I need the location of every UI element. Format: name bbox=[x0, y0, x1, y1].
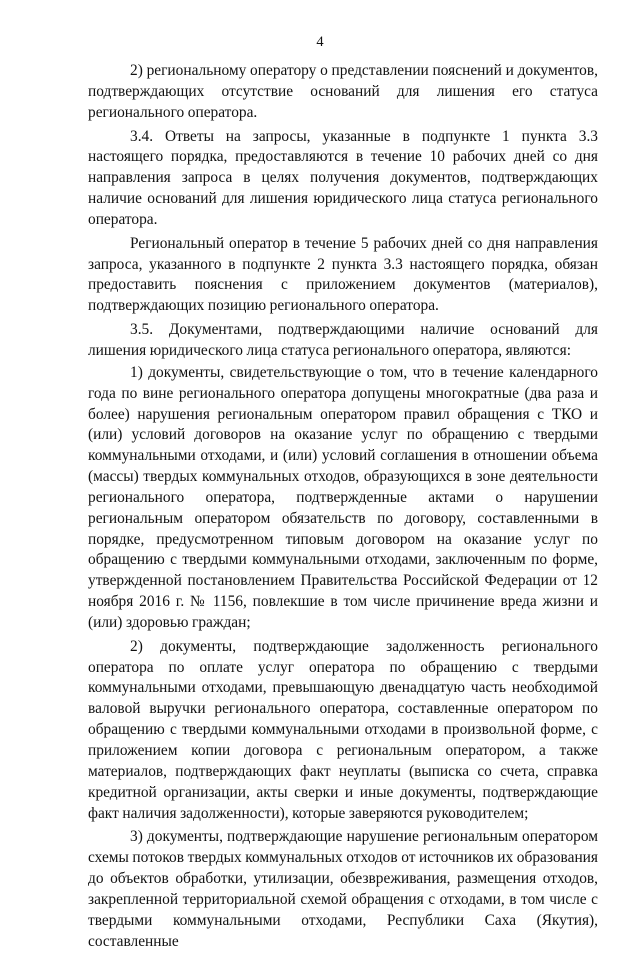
paragraph-item-1: 1) документы, свидетельствующие о том, что в течение календарного года по вине регионального оператора допущены многократные (два раза и более) нарушения региональным оператором правил обращения с ТКО и (или) условий договоров на оказание услуг по обращению с твердыми коммунальными отходами, и (или) условий соглашения в отношении объема (массы) твердых коммунальных отходов, образующихся в зоне деятельности регионального оператора, подтвержденные актами о нарушении региональным оператором обязательств по договору, составленными в порядке, предусмотренном типовым договором на оказание услуг по обращению с твердыми коммунальными отходами, заключенным по форме, утвержденной постановлением Правительства Российской Федерации от 12 ноября 2016 г. № 1156, повлекшие в том числе причинение вреда жизни и (или) здоровью граждан; bbox=[88, 363, 598, 631]
paragraph-3-4: 3.4. Ответы на запросы, указанные в подпункте 1 пункта 3.3 настоящего порядка, предоставляются в течение 10 рабочих дней со дня направления запроса в целях получения документов, подтверждающих наличие оснований для лишения юридического лица статуса регионального оператора. bbox=[88, 127, 598, 228]
paragraph-regional-operator-request: 2) региональному оператору о представлении пояснений и документов, подтверждающих отсутствие оснований для лишения его статуса регионального оператора. bbox=[88, 62, 598, 121]
paragraph-3-5: 3.5. Документами, подтверждающими наличие оснований для лишения юридического лица статуса регионального оператора, являются: bbox=[88, 321, 598, 359]
paragraph-item-3: 3) документы, подтверждающие нарушение региональным оператором схемы потоков твердых коммунальных отходов от источников их образования до объектов обработки, утилизации, обезвреживания, размещения отходов, закрепленной территориальной схемой обращения с отходами, в том числе с твердыми коммунальными отходами, Республики Саха (Якутия), составленные bbox=[88, 828, 598, 950]
paragraph-operator-response: Региональный оператор в течение 5 рабочих дней со дня направления запроса, указанного в подпункте 2 пункта 3.3 настоящего порядка, обязан предоставить пояснения с приложением документов (материалов), подтверждающих позицию регионального оператора. bbox=[88, 234, 598, 315]
paragraph-item-2: 2) документы, подтверждающие задолженность регионального оператора по оплате услуг оператора по обращению с твердыми коммунальными отходами, превышающую двенадцатую часть необходимой валовой выручки регионального оператора, составленные оператором по обращению с твердыми коммунальными отходами в произвольной форме, с приложением копии договора с региональным оператором, а также материалов, подтверждающих факт неуплаты (выписка со счета, справка кредитной организации, акты сверки и иные документы, подтверждающие факт наличия задолженности), которые заверяются руководителем; bbox=[88, 637, 598, 822]
document-body bbox=[88, 61, 598, 955]
page-number: 4 bbox=[316, 34, 324, 50]
